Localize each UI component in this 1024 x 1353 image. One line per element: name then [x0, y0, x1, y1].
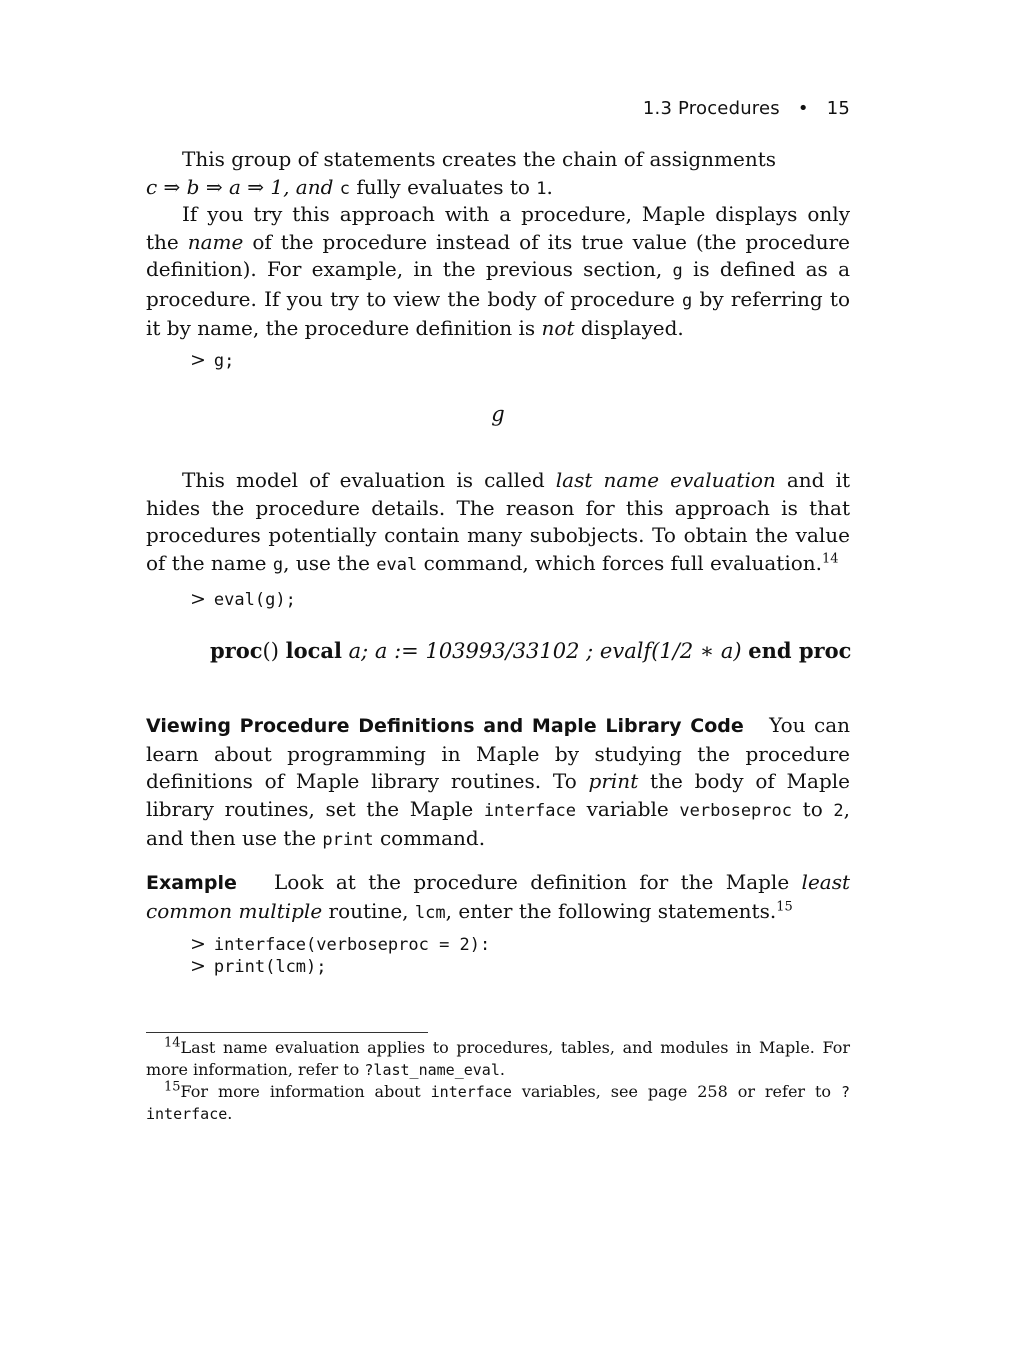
code-input-eval: > eval(g); — [190, 588, 296, 610]
code-input-g: > g; — [190, 349, 235, 371]
section-title: 1.3 Procedures — [642, 98, 780, 119]
footnote-14: $^{14}$Last name evaluation applies to procedures, tables, and modules in Maple. For more information, refer to ?last_name_eval. — [146, 1035, 850, 1079]
code-input-print: > print(lcm); — [190, 955, 327, 977]
paragraph-chain: This group of statements creates the chain of assignments c ⇒ b ⇒ a ⇒ 1, and c fully evaluates to 1. — [146, 147, 777, 199]
footnote-ref-15: 15 — [776, 898, 793, 914]
paragraph-viewing-definitions: Viewing Procedure Definitions and Maple Library Code You can learn about programming in Maple by studying the procedure definitions of Maple library routines. To print the body of Maple library routines, set the Maple interface variable verboseproc to 2, and then use the print command. — [146, 713, 851, 850]
paragraph-example: Example Look at the procedure definition for the Maple least common multiple routine, lcm, enter the following statements.$^{15}$ — [146, 870, 851, 923]
header-bullet: • — [797, 98, 809, 119]
footnote-15: $^{15}$For more information about interface variables, see page 258 or refer to ?interface. — [146, 1079, 851, 1123]
page-number: 15 — [826, 98, 850, 119]
footnote-rule — [146, 1032, 428, 1033]
running-header — [146, 98, 850, 119]
paragraph-procedure-name: If you try this approach with a procedure, Maple displays only the name of the procedure instead of its true value (the procedure definition). For example, in the previous section, g is defined as a procedure. If you try to view the body of procedure g by referring to it by name, the procedure definition is not displayed. — [146, 202, 851, 340]
footnote-ref-14: 14 — [822, 550, 839, 566]
example-heading: Example — [146, 872, 237, 894]
section-heading: Viewing Procedure Definitions and Maple Library Code — [146, 715, 744, 737]
output-g: g — [491, 402, 505, 426]
output-proc-definition: proc() local a; a := 103993/33102 ; evalf(1/2 ∗ a) end proc — [210, 638, 852, 663]
paragraph-last-name-eval: This model of evaluation is called last name evaluation and it hides the procedure details. The reason for this approach is that procedures potentially contain many subobjects. To obtain the value of the name g, use the eval command, which forces full evaluation.$^{14}$ — [146, 468, 851, 575]
code-input-interface: > interface(verboseproc = 2): — [190, 933, 491, 955]
